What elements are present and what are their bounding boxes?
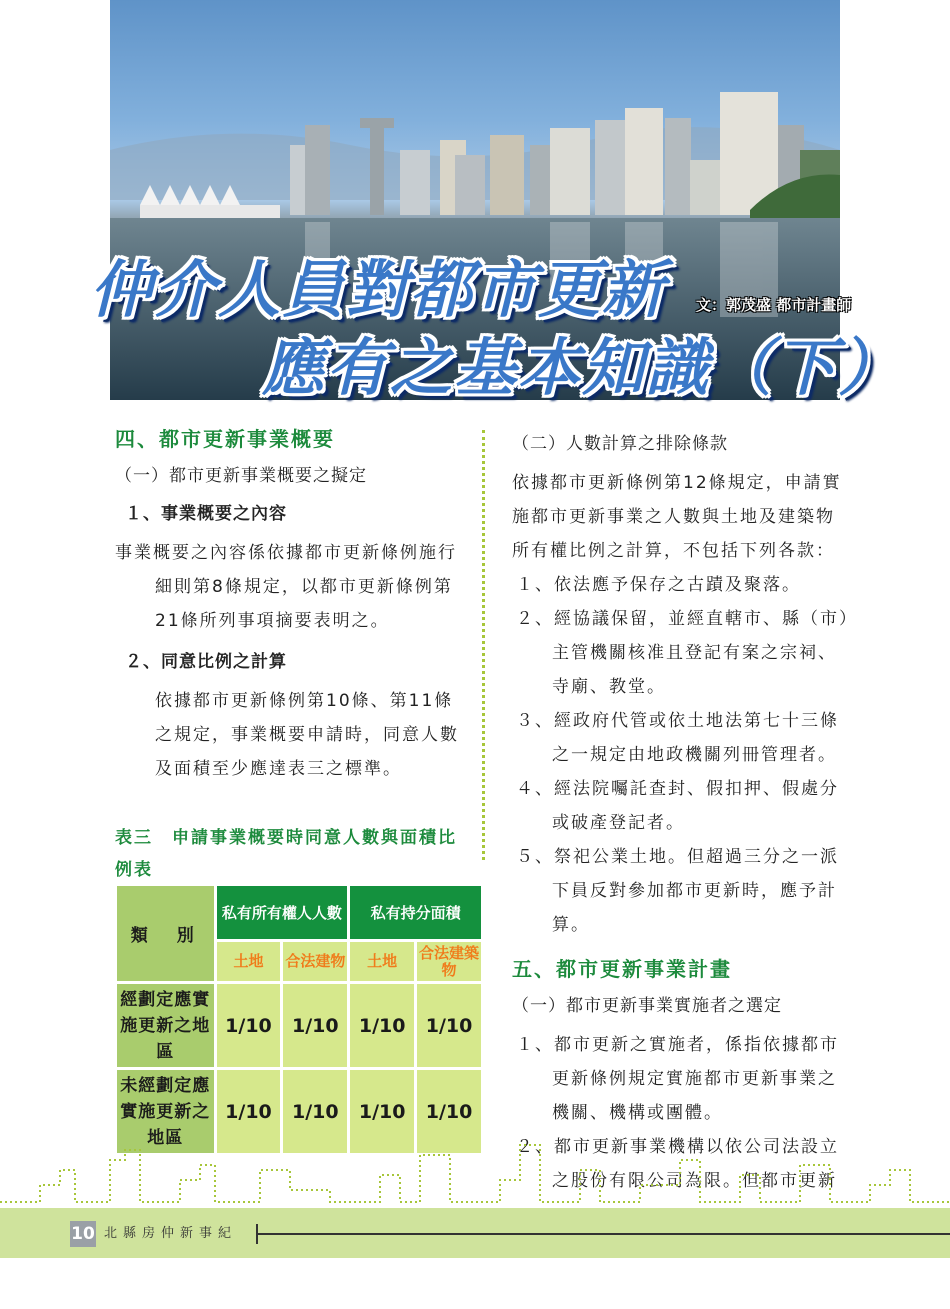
table-cell: 1/10 [416, 1069, 483, 1155]
table-cell: 1/10 [282, 1069, 349, 1155]
subsection-4-1: （一）都市更新事業概要之擬定 [115, 466, 367, 486]
item-2-text: 依據都市更新條例第10條、第11條之規定，事業概要申請時，同意人數及面積至少應達表三之標準。 [155, 691, 459, 779]
table-cell: 1/10 [215, 983, 282, 1069]
table-row-label: 未經劃定應實施更新之地區 [116, 1069, 216, 1155]
subsection-5-1: （一）都市更新事業實施者之選定 [512, 996, 782, 1016]
table-group-area: 私有持分面積 [349, 885, 483, 941]
table-cell: 1/10 [416, 983, 483, 1069]
table-group-owners: 私有所有權人人數 [215, 885, 349, 941]
item-1-text: 事業概要之內容係依據都市更新條例施行細則第8條規定，以都市更新條例第21條所列事項摘要表明之。 [115, 543, 457, 631]
list-item: １、都市更新之實施者，係指依據都市更新條例規定實施都市更新事業之機關、機構或團體。 [516, 1035, 839, 1123]
author-byline: 文：郭茂盛 都市計畫師 [696, 296, 852, 314]
list-item: ２、都市更新事業機構以依公司法設立之股份有限公司為限。但都市更新 [516, 1137, 839, 1191]
right-column [512, 428, 852, 1198]
item-1-heading: １、事業概要之內容 [125, 504, 287, 524]
table-subheader: 土地 [215, 941, 282, 983]
table-cell: 1/10 [215, 1069, 282, 1155]
section-4-heading: 四、都市更新事業概要 [115, 427, 335, 451]
table-subheader: 土地 [349, 941, 416, 983]
footer-rule [258, 1233, 950, 1235]
consent-ratio-table [114, 883, 484, 1156]
title-line-2: 應有之基本知識（下） [262, 331, 903, 404]
table-caption: 表三 申請事業概要時同意人數與面積比例表 [115, 828, 457, 880]
table-cell: 1/10 [349, 983, 416, 1069]
exclusion-intro: 依據都市更新條例第12條規定，申請實施都市更新事業之人數與土地及建築物所有權比例之計算，不包括下列各款： [512, 473, 842, 561]
skyline-decoration [0, 1140, 950, 1210]
table-category-header: 類 別 [116, 885, 216, 983]
list-item: ４、經法院囑託查封、假扣押、假處分或破產登記者。 [516, 779, 839, 833]
left-column [115, 422, 470, 886]
section-5-heading: 五、都市更新事業計畫 [512, 957, 732, 981]
list-item: １、依法應予保存之古蹟及聚落。 [516, 575, 801, 595]
list-item: ２、經協議保留，並經直轄市、縣（市）主管機關核准且登記有案之宗祠、寺廟、教堂。 [516, 609, 850, 697]
title-line-1: 仲介人員對都市更新 [90, 253, 667, 326]
column-divider [482, 430, 485, 860]
list-item: ３、經政府代管或依土地法第七十三條之一規定由地政機關列冊管理者。 [516, 711, 839, 765]
list-item: ５、祭祀公業土地。但超過三分之一派下員反對參加都市更新時，應予計算。 [516, 847, 839, 935]
table-cell: 1/10 [349, 1069, 416, 1155]
magazine-name: 北縣房仲新事紀 [104, 1226, 238, 1241]
table-subheader: 合法建築物 [416, 941, 483, 983]
page-number: 10 [70, 1221, 96, 1247]
table-subheader: 合法建物 [282, 941, 349, 983]
subsection-4-2: （二）人數計算之排除條款 [512, 434, 728, 454]
table-row-label: 經劃定應實施更新之地區 [116, 983, 216, 1069]
table-row [116, 983, 483, 1069]
table-cell: 1/10 [282, 983, 349, 1069]
item-2-heading: ２、同意比例之計算 [125, 652, 287, 672]
